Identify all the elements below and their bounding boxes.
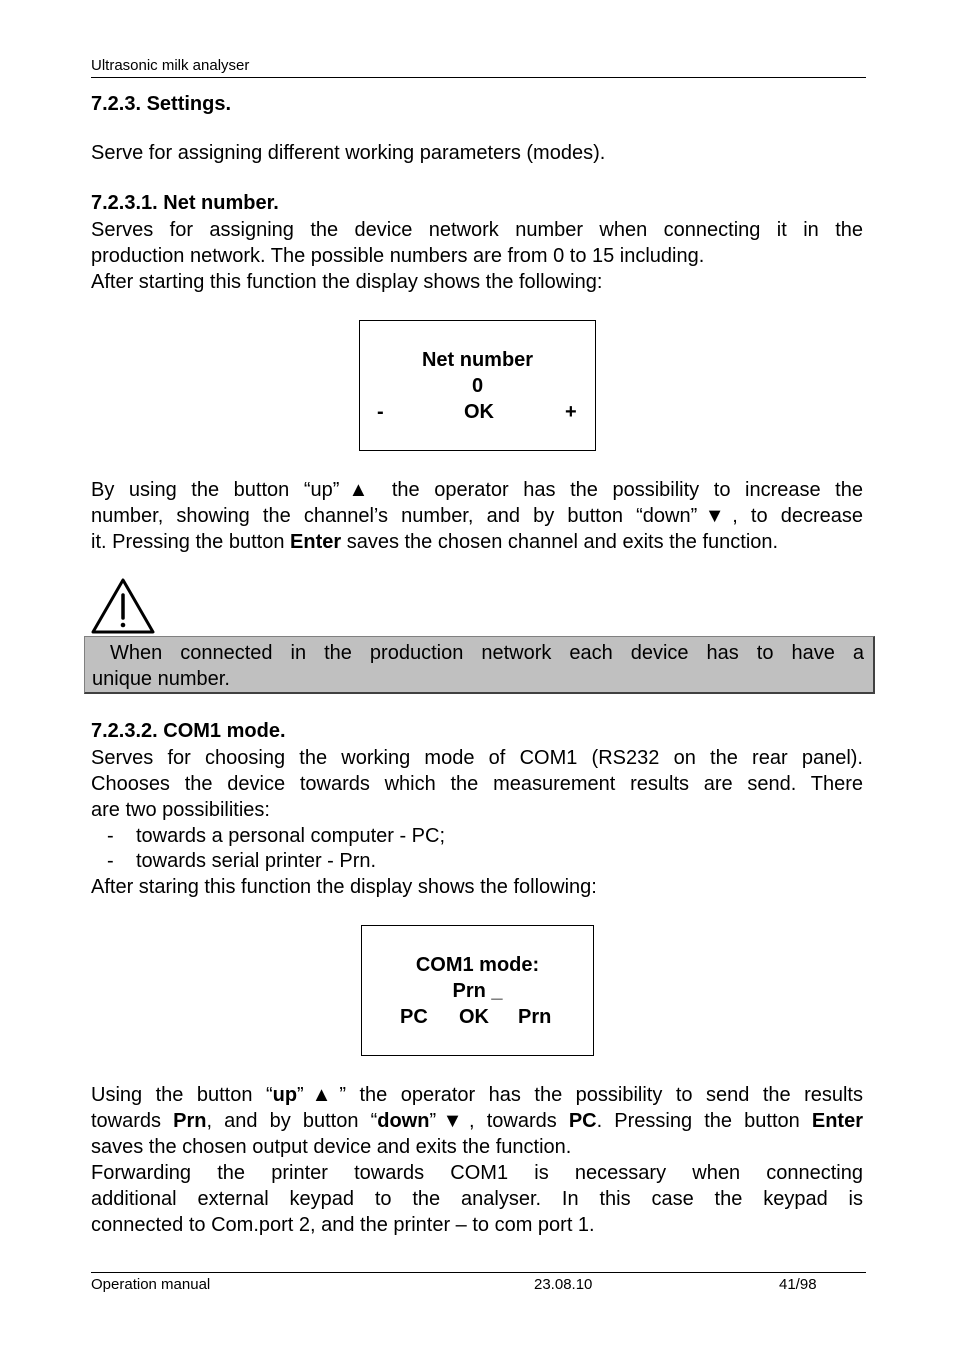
text-run: Using the button “ [91, 1084, 273, 1106]
note-line: When connected in the production network each device has to have a [92, 642, 864, 664]
down-keyword: down [377, 1110, 430, 1132]
paragraph-line: Forwarding the printer towards COM1 is necessary when connecting [91, 1162, 863, 1184]
text-run: , and by button “ [206, 1110, 378, 1132]
list-text: towards a personal computer - PC; [136, 825, 446, 847]
footer-date: 23.08.10 [534, 1276, 593, 1293]
page-number: 41/98 [779, 1276, 817, 1293]
paragraph-line [91, 1082, 863, 1108]
net-number-usage [91, 477, 863, 555]
com1-usage [91, 1082, 863, 1238]
com1-display-intro: After staring this function the display shows the following: [91, 876, 597, 898]
footer-title: Operation manual [91, 1276, 211, 1293]
com1-paragraph [91, 745, 863, 823]
note-line: unique number. [92, 668, 230, 690]
warning-note [84, 636, 875, 694]
paragraph-line [91, 1108, 863, 1134]
running-header: Ultrasonic milk analyser [91, 57, 250, 74]
list-dash: - [107, 825, 114, 847]
paragraph-line: additional external keypad to the analyser. In this case the keypad is [91, 1188, 863, 1210]
display-title: Net number [421, 349, 534, 371]
text-run: it. Pressing the button [91, 531, 291, 553]
display-ok: OK [459, 1006, 489, 1028]
net-number-heading: 7.2.3.1. Net number. [91, 192, 279, 214]
com1-display [361, 925, 594, 1056]
paragraph-line: are two possibilities: [91, 799, 270, 821]
com1-heading: 7.2.3.2. COM1 mode. [91, 720, 286, 742]
list-text: towards serial printer - Prn. [136, 850, 377, 872]
display-ok: OK [464, 401, 494, 423]
paragraph-line: Chooses the device towards which the measurement results are send. There [91, 773, 863, 795]
paragraph-line: saves the chosen output device and exits the function. [91, 1136, 572, 1158]
display-prn: Prn [518, 1006, 552, 1028]
up-keyword: up [272, 1084, 298, 1106]
text-run: ”▲” the operator has the possibility to send the results [297, 1084, 863, 1106]
list-dash: - [107, 850, 114, 872]
prn-keyword: Prn [173, 1110, 207, 1132]
net-number-paragraph [91, 217, 863, 295]
text-run: ”▼, towards [429, 1110, 569, 1132]
enter-keyword: Enter [811, 1110, 863, 1132]
paragraph-line: Serves for assigning the device network number when connecting it in the [91, 219, 863, 241]
enter-keyword: Enter [290, 531, 342, 553]
list-item [107, 848, 376, 874]
display-title: COM1 mode: [415, 954, 540, 976]
display-pc: PC [400, 1006, 428, 1028]
display-minus: - [377, 401, 384, 423]
section-heading: 7.2.3. Settings. [91, 93, 232, 115]
paragraph-line: number, showing the channel’s number, and by button “down”▼, to decrease [91, 505, 863, 527]
display-plus: + [565, 401, 577, 423]
display-value: 0 [471, 375, 484, 397]
footer-rule [91, 1272, 866, 1273]
warning-triangle-icon [90, 577, 156, 635]
paragraph-line: production network. The possible numbers are from 0 to 15 including. [91, 245, 705, 267]
paragraph-line [91, 529, 863, 555]
net-number-display [359, 320, 596, 451]
pc-keyword: PC [568, 1110, 597, 1132]
paragraph-line: connected to Com.port 2, and the printer – to com port 1. [91, 1214, 595, 1236]
section-intro: Serve for assigning different working parameters (modes). [91, 142, 606, 164]
list-item [107, 823, 445, 849]
header-rule [91, 77, 866, 78]
text-run: . Pressing the button [596, 1110, 812, 1132]
paragraph-line: Serves for choosing the working mode of COM1 (RS232 on the rear panel). [91, 747, 863, 769]
paragraph-line: After starting this function the display shows the following: [91, 271, 603, 293]
text-run: towards [91, 1110, 174, 1132]
display-value: Prn _ [452, 980, 503, 1002]
text-run: saves the chosen channel and exits the function. [341, 531, 779, 553]
paragraph-line: By using the button “up”▲ the operator has the possibility to increase the [91, 479, 863, 501]
